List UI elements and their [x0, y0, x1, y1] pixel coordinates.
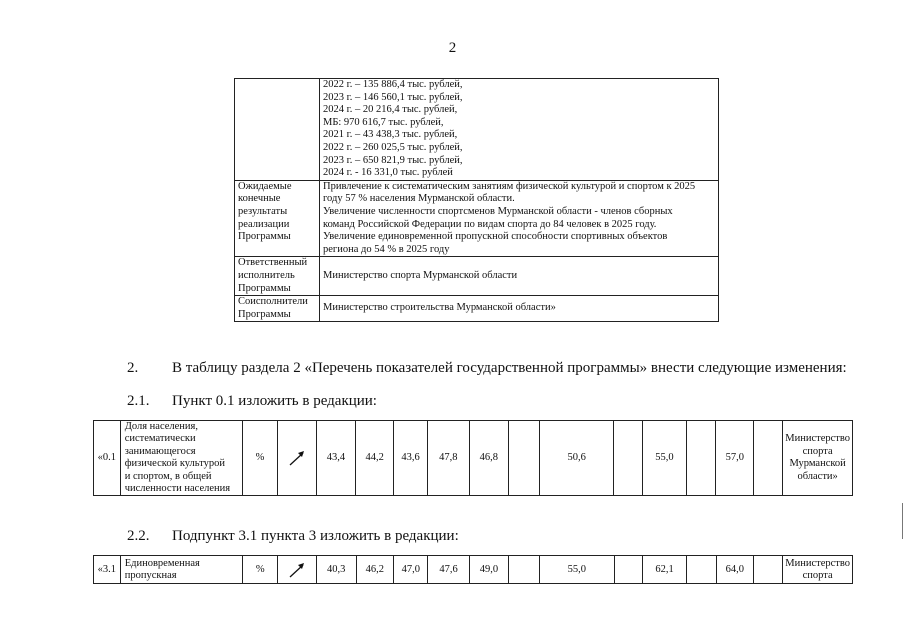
- value-cell: 49,0: [469, 556, 509, 584]
- executor-cell: [783, 556, 853, 584]
- name-line: занимающегося: [124, 445, 196, 457]
- finance-line: 2024 г. – 20 216,4 тыс. рублей,: [323, 104, 458, 116]
- coexecutor-label-line: Соисполнители: [238, 296, 308, 308]
- results-line: команд Российской Федерации по видам спорта до 84 человек в 2025 году.: [323, 218, 657, 230]
- value-cell: [614, 421, 643, 496]
- value-cell: 43,4: [316, 421, 356, 496]
- executor-line: Министерство: [785, 558, 850, 569]
- results-line: Увеличение единовременной пропускной способности спортивных объектов: [323, 231, 668, 243]
- executor-line: спорта: [802, 570, 833, 582]
- finance-value-cell: [320, 79, 719, 181]
- value-cell: 43,6: [394, 421, 428, 496]
- results-label-line: реализации: [238, 218, 290, 230]
- name-line: и спортом, в общей: [124, 470, 212, 482]
- executor-line: Министерство: [785, 433, 850, 445]
- value-cell: 64,0: [716, 556, 754, 584]
- indicator-name: [120, 556, 242, 584]
- executor-cell: [783, 421, 853, 496]
- page-number: 2: [448, 40, 457, 56]
- executor-row: [235, 257, 719, 296]
- coexecutor-row: [235, 296, 719, 322]
- program-passport-table: [234, 78, 719, 322]
- value-cell: [754, 556, 783, 584]
- finance-row: [235, 79, 719, 181]
- results-row: [235, 180, 719, 257]
- name-line: физической культурой: [124, 458, 226, 470]
- name-line: Доля населения,: [124, 421, 198, 432]
- value-cell: [754, 421, 783, 496]
- unit-cell: %: [242, 421, 277, 496]
- finance-line: 2022 г. – 260 025,5 тыс. рублей,: [323, 141, 463, 153]
- executor-label-line: Ответственный: [238, 257, 308, 269]
- value-cell: 55,0: [643, 421, 686, 496]
- value-cell: 47,6: [428, 556, 469, 584]
- row-number: «3.1: [94, 556, 121, 584]
- coexecutor-value-cell: Министерство строительства Мурманской области»: [320, 296, 719, 322]
- value-cell: [686, 421, 716, 496]
- results-line: Привлечение к систематическим занятиям физической культурой и спортом к 2025: [323, 180, 696, 192]
- results-label-cell: [235, 180, 320, 257]
- up-arrow-icon: [288, 449, 306, 467]
- coexecutor-label-line: Программы: [238, 308, 291, 320]
- section-number: 2.: [127, 360, 139, 376]
- results-label-line: конечные: [238, 193, 281, 205]
- trend-cell: [278, 421, 317, 496]
- name-line: Единовременная: [124, 558, 200, 569]
- executor-value-cell: Министерство спорта Мурманской области: [320, 257, 719, 296]
- finance-line: 2022 г. – 135 886,4 тыс. рублей,: [323, 79, 463, 90]
- value-cell: 46,8: [469, 421, 509, 496]
- item-number: 2.1.: [127, 393, 150, 409]
- item-number: 2.2.: [127, 528, 150, 544]
- value-cell: [509, 556, 540, 584]
- value-cell: 46,2: [356, 556, 394, 584]
- results-line: региона до 54 % в 2025 году: [323, 243, 450, 255]
- value-cell: [686, 556, 716, 584]
- value-cell: 47,0: [394, 556, 428, 584]
- executor-line: области»: [797, 470, 838, 482]
- finance-label-cell: [235, 79, 320, 181]
- value-cell: 44,2: [356, 421, 394, 496]
- name-line: пропускная: [124, 570, 177, 582]
- results-label-line: Ожидаемые: [238, 180, 292, 192]
- results-label-line: Программы: [238, 231, 291, 243]
- finance-line: 2023 г. – 146 560,1 тыс. рублей,: [323, 91, 463, 103]
- unit-cell: %: [243, 556, 278, 584]
- finance-line: 2021 г. – 43 438,3 тыс. рублей,: [323, 129, 458, 141]
- table-row: [94, 421, 853, 496]
- finance-line: МБ: 970 616,7 тыс. рублей,: [323, 116, 444, 128]
- finance-line: 2023 г. – 650 821,9 тыс. рублей,: [323, 154, 463, 166]
- item-text: Подпункт 3.1 пункта 3 изложить в редакции:: [172, 528, 459, 544]
- indicator-name: [120, 421, 242, 496]
- indicator-table-0-1: [93, 420, 853, 496]
- value-cell: 62,1: [643, 556, 686, 584]
- finance-line: 2024 г. - 16 331,0 тыс. рублей: [323, 167, 453, 179]
- up-arrow-icon: [288, 561, 306, 579]
- results-label-line: результаты: [238, 205, 288, 217]
- row-number: «0.1: [94, 421, 121, 496]
- item-text: Пункт 0.1 изложить в редакции:: [172, 393, 377, 409]
- executor-line: спорта: [802, 445, 833, 457]
- value-cell: 55,0: [540, 556, 615, 584]
- results-line: Увеличение численности спортсменов Мурманской области - членов сборных: [323, 205, 673, 217]
- scan-margin-mark: [902, 503, 903, 539]
- value-cell: 50,6: [539, 421, 614, 496]
- name-line: систематически: [124, 433, 196, 445]
- value-cell: 47,8: [428, 421, 469, 496]
- section-text: В таблицу раздела 2 «Перечень показателей государственной программы» внести следующие изменения:: [172, 360, 847, 376]
- executor-label-line: исполнитель: [238, 269, 295, 281]
- value-cell: [614, 556, 643, 584]
- results-value-cell: [320, 180, 719, 257]
- executor-label-cell: [235, 257, 320, 296]
- indicator-table-3-1: [93, 555, 853, 584]
- coexecutor-label-cell: [235, 296, 320, 322]
- name-line: численности населения: [124, 483, 231, 495]
- executor-label-line: Программы: [238, 282, 291, 294]
- trend-cell: [278, 556, 317, 584]
- value-cell: 57,0: [716, 421, 754, 496]
- value-cell: 40,3: [316, 556, 356, 584]
- results-line: году 57 % населения Мурманской области.: [323, 193, 515, 205]
- table-row: [94, 556, 853, 584]
- value-cell: [509, 421, 540, 496]
- executor-line: Мурманской: [789, 458, 846, 470]
